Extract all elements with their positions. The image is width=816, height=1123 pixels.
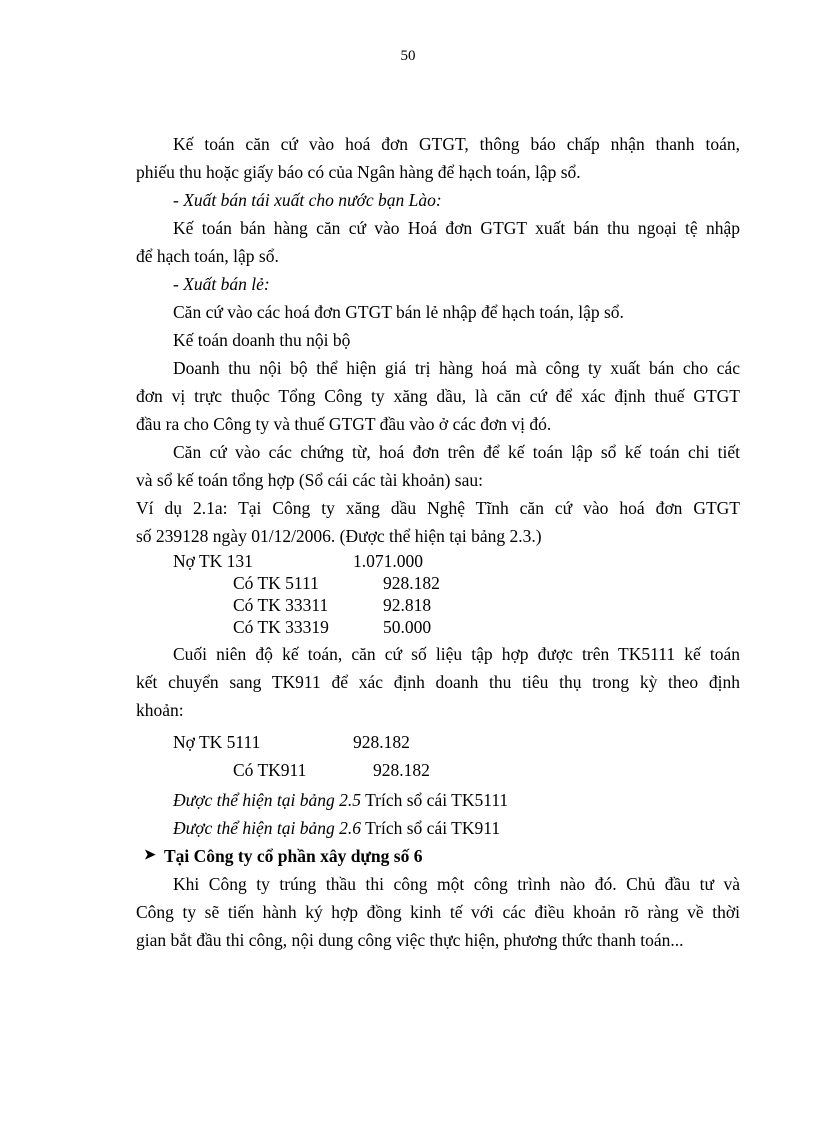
- account-label: Có TK 5111: [233, 573, 319, 593]
- paragraph-line: Doanh thu nội bộ thể hiện giá trị hàng hoá mà công ty xuất bán cho các: [173, 358, 740, 378]
- paragraph-line: gian bắt đầu thi công, nội dung công việc thực hiện, phương thức thanh toán...: [136, 930, 684, 950]
- paragraph-line: Căn cứ vào các chứng từ, hoá đơn trên để kế toán lập sổ kế toán chi tiết: [173, 442, 740, 462]
- account-label: Nợ TK 5111: [173, 732, 261, 752]
- amount-value: 50.000: [383, 617, 432, 637]
- paragraph-line: Căn cứ vào các hoá đơn GTGT bán lẻ nhập để hạch toán, lập sổ.: [173, 302, 624, 322]
- amount-value: 928.182: [353, 732, 410, 752]
- journal-entry-1: [136, 550, 740, 638]
- paragraph-line: để hạch toán, lập sổ.: [136, 246, 279, 266]
- paragraph-line: Kế toán căn cứ vào hoá đơn GTGT, thông báo chấp nhận thanh toán,: [173, 134, 740, 154]
- paragraph-line: Kế toán bán hàng căn cứ vào Hoá đơn GTGT xuất bán thu ngoại tệ nhập: [173, 218, 740, 238]
- paragraph-line: đầu ra cho Công ty và thuế GTGT đầu vào ở các đơn vị đó.: [136, 414, 552, 434]
- journal-entry-line: [173, 550, 740, 572]
- arrow-bullet-icon: ➤: [144, 848, 156, 863]
- section-heading: [136, 842, 740, 870]
- table-reference-italic: Được thể hiện tại bảng 2.6: [173, 818, 362, 838]
- paragraph-line: Kế toán doanh thu nội bộ: [173, 330, 351, 350]
- account-label: Có TK911: [233, 760, 307, 780]
- table-reference-text: Trích sổ cái TK5111: [361, 790, 509, 810]
- journal-entry-2: [136, 728, 740, 784]
- document-body: [136, 130, 740, 954]
- table-reference-text: Trích sổ cái TK911: [361, 818, 501, 838]
- subheading-retail: - Xuất bán lẻ:: [173, 274, 270, 294]
- section-heading-text: Tại Công ty cổ phần xây dựng số 6: [164, 846, 423, 866]
- amount-value: 1.071.000: [353, 551, 423, 571]
- account-label: Có TK 33311: [233, 595, 329, 615]
- page-number: 50: [400, 48, 416, 64]
- table-reference: [136, 814, 740, 842]
- paragraph-line: và sổ kế toán tổng hợp (Sổ cái các tài khoản) sau:: [136, 470, 484, 490]
- journal-entry-line: [173, 572, 740, 594]
- account-label: Có TK 33319: [233, 617, 329, 637]
- paragraph-line: khoản:: [136, 700, 184, 720]
- account-label: Nợ TK 131: [173, 551, 253, 571]
- table-reference-italic: Được thể hiện tại bảng 2.5: [173, 790, 362, 810]
- subheading-laos-export: - Xuất bán tái xuất cho nước bạn Lào:: [173, 190, 442, 210]
- journal-entry-line: [173, 756, 740, 784]
- amount-value: 928.182: [373, 760, 430, 780]
- amount-value: 928.182: [383, 573, 440, 593]
- paragraph-line: kết chuyển sang TK911 để xác định doanh thu tiêu thụ trong kỳ theo định: [136, 672, 740, 692]
- table-reference: [136, 786, 740, 814]
- paragraph-line: phiếu thu hoặc giấy báo có của Ngân hàng để hạch toán, lập sổ.: [136, 162, 581, 182]
- paragraph-line: Ví dụ 2.1a: Tại Công ty xăng dầu Nghệ Tĩnh căn cứ vào hoá đơn GTGT: [136, 498, 740, 518]
- paragraph-line: đơn vị trực thuộc Tổng Công ty xăng dầu, là căn cứ để xác định thuế GTGT: [136, 386, 740, 406]
- paragraph-line: Khi Công ty trúng thầu thi công một công trình nào đó. Chủ đầu tư và: [173, 874, 740, 894]
- paragraph-line: số 239128 ngày 01/12/2006. (Được thể hiện tại bảng 2.3.): [136, 526, 542, 546]
- journal-entry-line: [173, 616, 740, 638]
- journal-entry-line: [173, 594, 740, 616]
- paragraph-line: Công ty sẽ tiến hành ký hợp đồng kinh tế với các điều khoản rõ ràng về thời: [136, 902, 740, 922]
- paragraph-line: Cuối niên độ kế toán, căn cứ số liệu tập hợp được trên TK5111 kế toán: [173, 644, 740, 664]
- amount-value: 92.818: [383, 595, 432, 615]
- journal-entry-line: [173, 728, 740, 756]
